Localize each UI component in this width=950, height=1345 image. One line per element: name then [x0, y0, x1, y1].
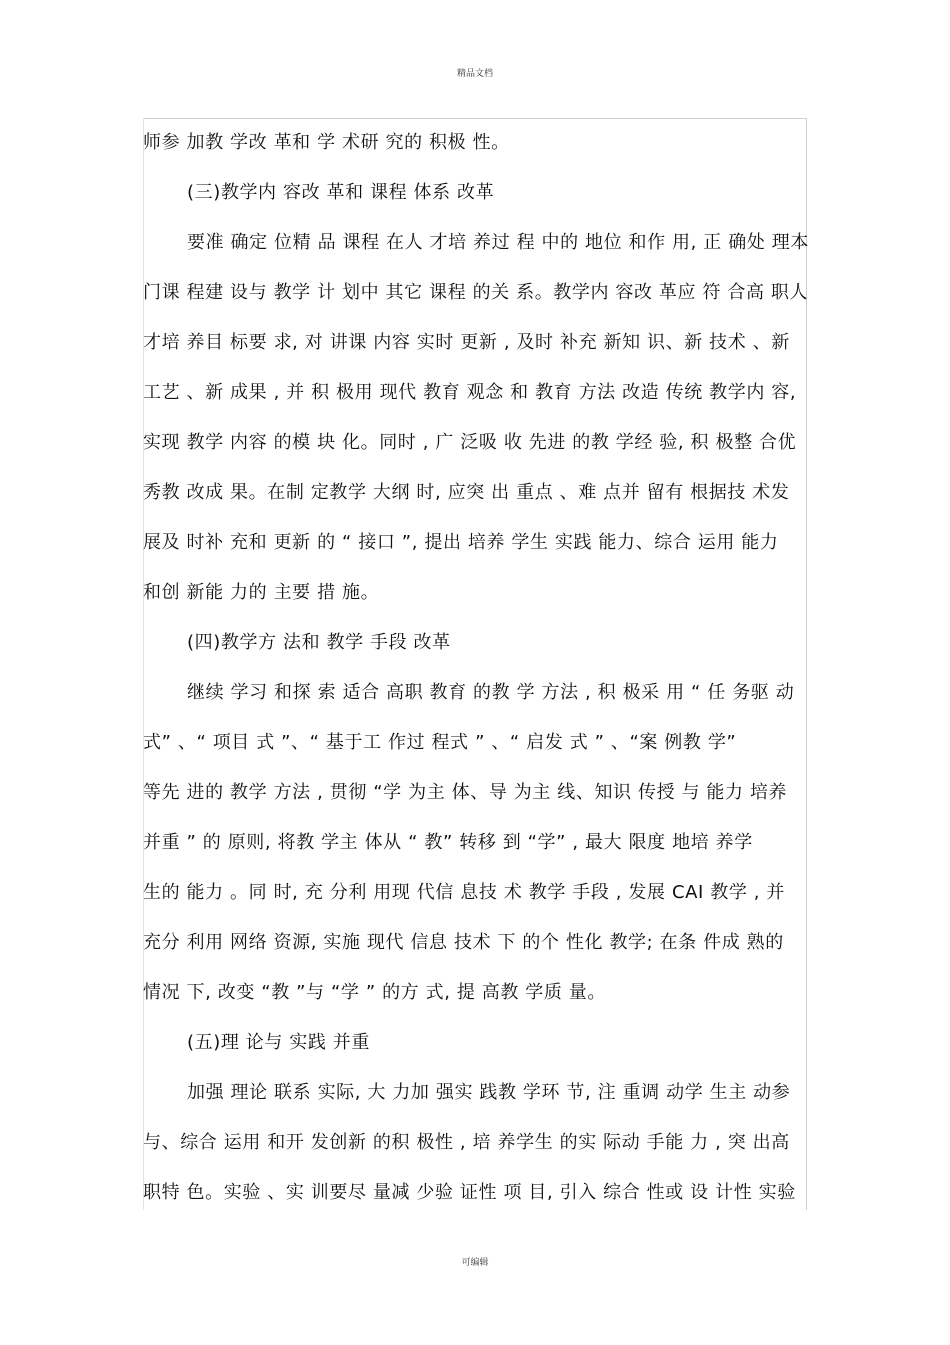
paragraph-line: 等先 进的 教学 方法 , 贯彻 “学 为主 体、导 为主 线、知识 传授 与 能力 培养 [143, 782, 788, 803]
paragraph-line: 展及 时补 充和 更新 的 “ 接口 ”, 提出 培养 学生 实践 能力、综合 运用 能力 [143, 532, 779, 553]
section-heading-5: (五)理 论与 实践 并重 [187, 1032, 371, 1053]
section-heading-3: (三)教学内 容改 革和 课程 体系 改革 [187, 182, 495, 203]
paragraph-line: 充分 利用 网络 资源, 实施 现代 信息 技术 下 的个 性化 教学; 在条 件成 熟的 [143, 932, 784, 953]
paragraph-line: 才培 养目 标要 求, 对 讲课 内容 实时 更新 , 及时 补充 新知 识、新 技术 、新 [143, 332, 790, 353]
paragraph-line: 并重 ” 的 原则, 将教 学主 体从 “ 教” 转移 到 “学” , 最大 限度 地培 养学 [143, 832, 753, 853]
document-body [143, 118, 809, 1218]
paragraph-line: 门课 程建 设与 教学 计 划中 其它 课程 的关 系。教学内 容改 革应 符 合高 职人 [143, 282, 809, 303]
paragraph-line: 与、综合 运用 和开 发创新 的积 极性 , 培 养学生 的实 际动 手能 力 , 突 出高 [143, 1132, 790, 1153]
paragraph-line: 加强 理论 联系 实际, 大 力加 强实 践教 学环 节, 注 重调 动学 生主 动参 [187, 1082, 791, 1103]
paragraph-line: 生的 能力 。同 时, 充 分利 用现 代信 息技 术 教学 手段 , 发展 CAI 教学 , 并 [143, 882, 786, 903]
paragraph-line: 和创 新能 力的 主要 措 施。 [143, 582, 380, 603]
paragraph-line: 式” 、“ 项目 式 ”、“ 基于工 作过 程式 ” 、“ 启发 式 ” 、“案 例教 学” [143, 732, 737, 753]
paragraph-line: 继续 学习 和探 索 适合 高职 教育 的教 学 方法 , 积 极采 用 “ 任 务驱 动 [187, 682, 795, 703]
page-header-watermark: 精品文档 [456, 69, 493, 79]
page-footer-watermark: 可编辑 [461, 1258, 489, 1268]
paragraph-line: 秀教 改成 果。在制 定教学 大纲 时, 应突 出 重点 、难 点并 留有 根据技 术发 [143, 482, 790, 503]
paragraph-line: 要准 确定 位精 品 课程 在人 才培 养过 程 中的 地位 和作 用, 正 确处 理本 [187, 232, 809, 253]
paragraph-line: 师参 加教 学改 革和 学 术研 究的 积极 性。 [143, 132, 510, 153]
section-heading-4: (四)教学方 法和 教学 手段 改革 [187, 632, 451, 653]
paragraph-line: 实现 教学 内容 的模 块 化。同时 , 广 泛吸 收 先进 的教 学经 验, 积 极整 合优 [143, 432, 797, 453]
paragraph-line: 情况 下, 改变 “教 ”与 “学 ” 的方 式, 提 高教 学质 量。 [143, 982, 607, 1003]
paragraph-line: 工艺 、新 成果 , 并 积 极用 现代 教育 观念 和 教育 方法 改造 传统 教学内 容, [143, 382, 797, 403]
paragraph-line: 职特 色。实验 、实 训要尽 量减 少验 证性 项 目, 引入 综合 性或 设 计性 实验 [143, 1182, 796, 1203]
